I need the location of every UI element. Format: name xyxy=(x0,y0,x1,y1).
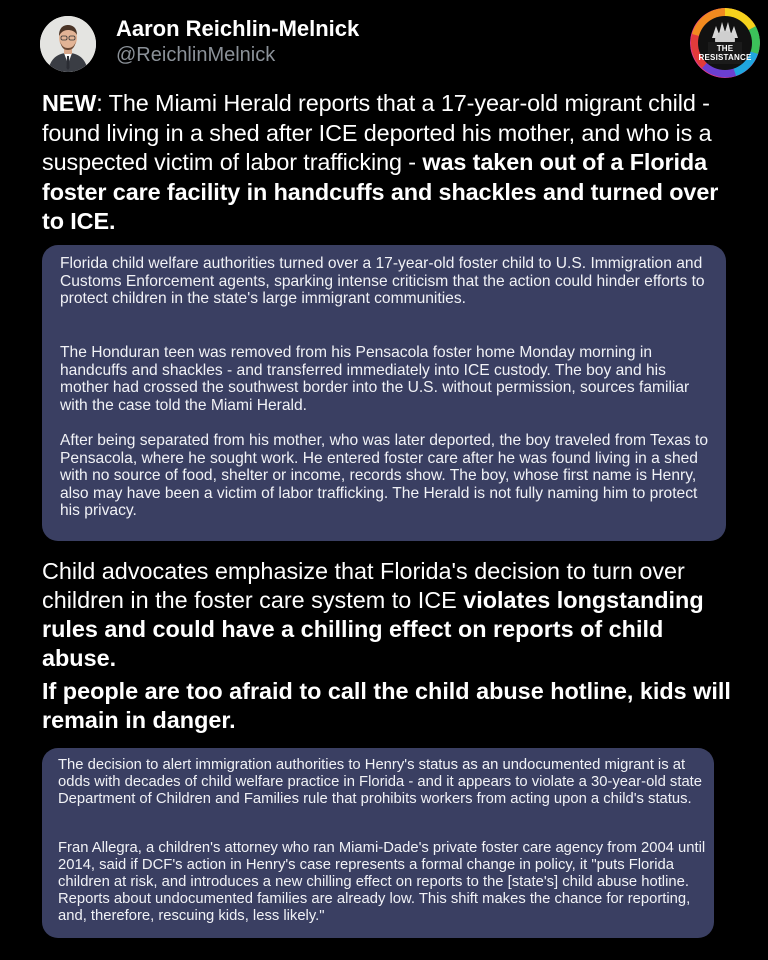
resistance-logo-icon xyxy=(690,8,760,78)
advocates-text: Child advocates emphasize that Florida's decision to turn over children in the foster care system to ICE xyxy=(42,558,685,613)
post-paragraph-hotline: If people are too afraid to call the child abuse hotline, kids will remain in danger. xyxy=(42,678,731,733)
post-paragraph-advocates xyxy=(42,557,742,673)
advocates-bold-text: violates longstanding rules and could have a chilling effect on reports of child abuse. xyxy=(42,587,704,671)
new-label: NEW xyxy=(42,90,97,116)
lead-text: : The Miami Herald reports that a 17-year-old migrant child - found living in a shed after ICE deported his mother, and who is a suspected victim of labor trafficking - xyxy=(42,90,712,175)
post-header xyxy=(0,0,768,86)
avatar-photo-icon xyxy=(40,16,96,72)
quote1-paragraph-1: Florida child welfare authorities turned over a 17-year-old foster child to U.S. Immigration and Customs Enforcement agents, sparking intense criticism that the action could hinder efforts to protect children in the state's large immigrant communities. xyxy=(60,255,705,307)
author-name[interactable]: Aaron Reichlin-Melnick xyxy=(116,16,360,41)
quote2-paragraph-1: The decision to alert immigration authorities to Henry's status as an undocumented migrant is at odds with decades of child welfare practice in Florida - and it appears to violate a 30-year-old state Department of Children and Families rule that prohibits workers from acting upon a child's status. xyxy=(58,757,703,807)
badge-label xyxy=(690,44,760,62)
quote1-paragraph-3: After being separated from his mother, who was later deported, the boy traveled from Texas to Pensacola, where he sought work. He entered foster care after he was found living in a shed with no source of food, shelter or income, records show. The boy, whose first name is Henry, also may have been a victim of labor trafficking. The Herald is not fully naming him to protect his privacy. xyxy=(60,432,709,519)
quote1-paragraph-2: The Honduran teen was removed from his Pensacola foster home Monday morning in handcuffs and shackles - and transferred immediately into ICE custody. The boy and his mother had crossed the southwest border into the U.S. without permission, sources familiar with the case told the Miami Herald. xyxy=(60,344,690,414)
post-lead-paragraph xyxy=(42,89,742,237)
author-handle[interactable]: @ReichlinMelnick xyxy=(116,44,276,66)
quote-card-2 xyxy=(42,748,714,938)
badge-line-2: RESISTANCE xyxy=(698,53,752,62)
avatar[interactable] xyxy=(40,16,96,72)
quote2-paragraph-2: Fran Allegra, a children's attorney who ran Miami-Dade's private foster care agency from 2004 until 2014, said if DCF's action in Henry's case represents a formal change in policy, it "puts Florida children at risk, and introduces a new chilling effect on reports to the [state's] child abuse hotline. Reports about undocumented families are already low. This shift makes the chance for reporting, and, therefore, rescuing kids, less likely." xyxy=(58,840,706,924)
badge-line-1: THE xyxy=(716,44,734,53)
lead-bold-text: was taken out of a Florida foster care facility in handcuffs and shackles and turned over to ICE. xyxy=(42,149,719,234)
resistance-badge xyxy=(690,8,760,78)
quote-card-1 xyxy=(42,245,726,541)
